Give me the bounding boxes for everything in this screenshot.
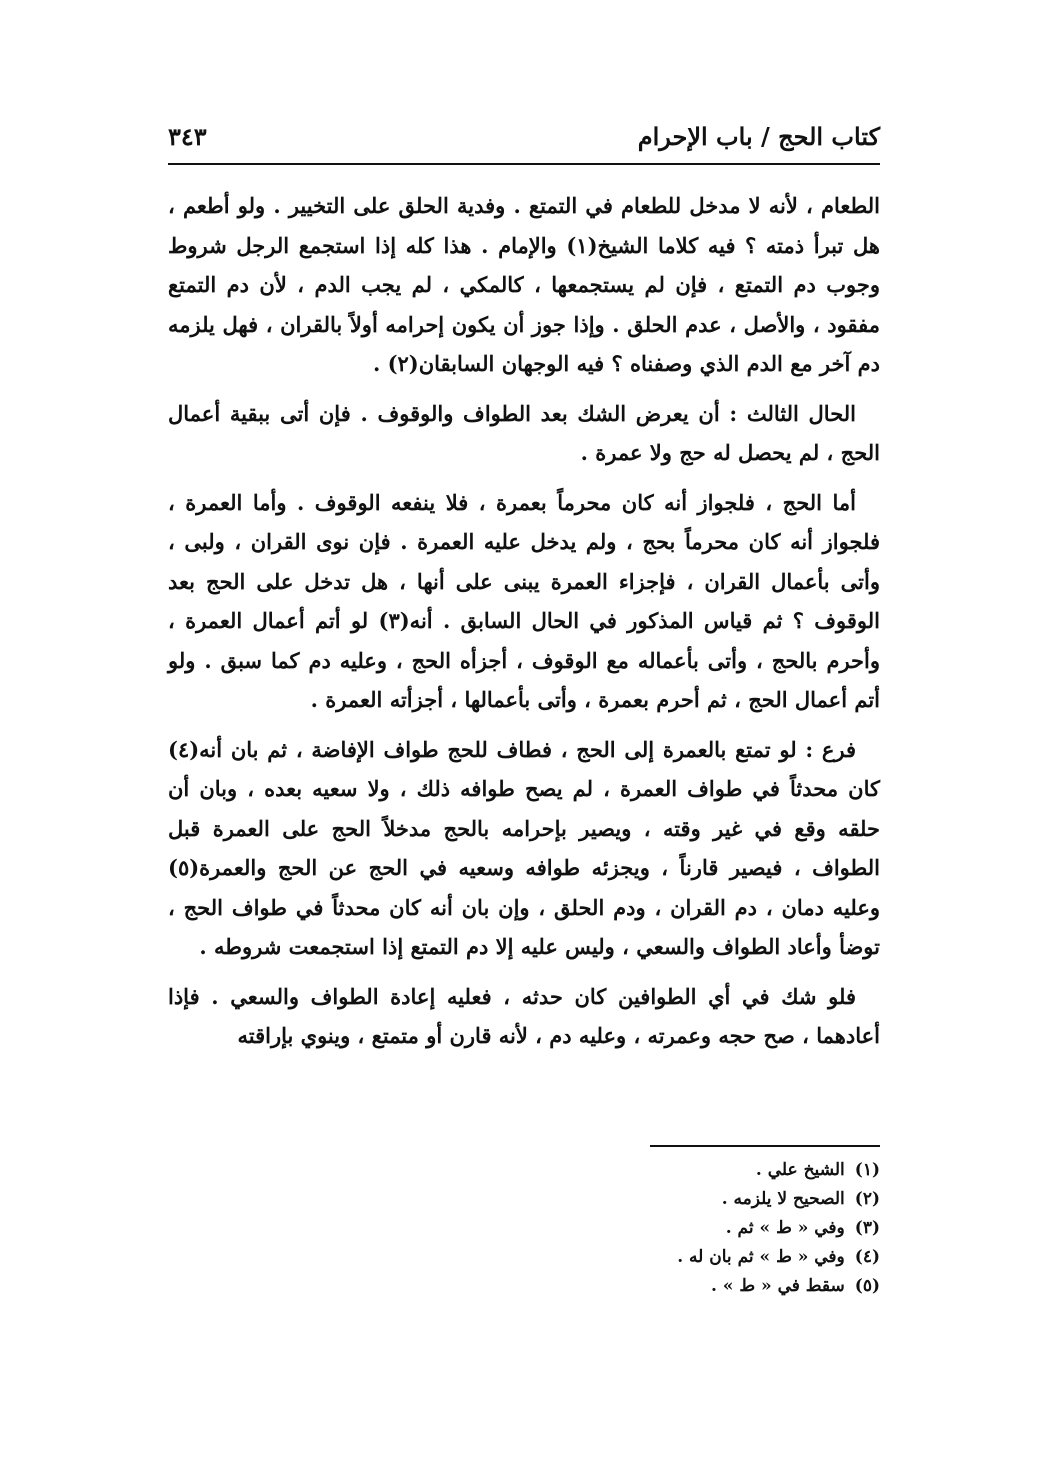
paragraph-2 [168, 394, 880, 473]
paragraph-4 [168, 730, 880, 967]
paragraph-1 [168, 186, 880, 384]
footnote-text: الصحيح لا يلزمه . [721, 1189, 845, 1209]
footnote-number: (٥) [854, 1276, 880, 1296]
paragraph-text: لو تمتع بالعمرة إلى الحج ، فطاف للحج طواف الإفاضة ، ثم بان أنه(٤) كان محدثاً في طواف العمرة ، لم يصح طوافه ذلك ، ولا سعيه بعده ، وبان أن حلقه وقع في غير وقته ، ويصير بإحرامه بالحج مدخلاً الحج على العمرة قبل الطواف ، فيصير قارناً ، ويجزئه طوافه وسعيه في الحج عن الحج والعمرة(٥) وعليه دمان ، دم القران ، ودم الحلق ، وإن بان أنه كان محدثاً في طواف الحج ، توضأ وأعاد الطواف والسعي ، وليس عليه إلا دم التمتع إذا استجمعت شروطه . [168, 736, 880, 959]
section-lead: فرع : [805, 736, 856, 762]
main-text [168, 186, 880, 1066]
paragraph-text: أما الحج ، فلجواز أنه كان محرماً بعمرة ، فلا ينفعه الوقوف . وأما العمرة ، فلجواز أنه كان محرماً بحج ، ولم يدخل عليه العمرة . فإن نوى القران ، ولبى ، وأتى بأعمال القران ، فإجزاء العمرة يبنى على أنها ، هل تدخل على الحج بعد الوقوف ؟ ثم قياس المذكور في الحال السابق . أنه(٣) لو أتم أعمال العمرة ، وأحرم بالحج ، وأتى بأعماله مع الوقوف ، أجزأه الحج ، وعليه دم كما سبق . ولو أتم أعمال الحج ، ثم أحرم بعمرة ، وأتى بأعمالها ، أجزأته العمرة . [168, 489, 880, 712]
footnote-number: (٢) [854, 1189, 880, 1209]
header-rule [168, 163, 880, 165]
running-title: كتاب الحج / باب الإحرام [637, 122, 880, 151]
paragraph-text: فلو شك في أي الطوافين كان حدثه ، فعليه إعادة الطواف والسعي . فإذا أعادهما ، صح حجه وعمرته ، وعليه دم ، لأنه قارن أو متمتع ، وينوي بإراقته [168, 983, 880, 1048]
footnote-text: الشيخ علي . [755, 1160, 845, 1180]
footnote-number: (١) [854, 1160, 880, 1180]
footnote-rule [650, 1145, 880, 1147]
paragraph-3 [168, 483, 880, 720]
page-number: ٣٤٣ [168, 122, 207, 151]
footnote-item [600, 1243, 880, 1272]
paragraph-text: الحال الثالث : أن يعرض الشك بعد الطواف والوقوف . فإن أتى ببقية أعمال الحج ، لم يحصل له حج ولا عمرة . [168, 400, 880, 465]
footnote-text: سقط في « ط » . [711, 1276, 845, 1296]
footnotes [600, 1156, 880, 1301]
paragraph-text: الطعام ، لأنه لا مدخل للطعام في التمتع . وفدية الحلق على التخيير . ولو أطعم ، هل تبرأ ذمته ؟ فيه كلاما الشيخ(١) والإمام . هذا كله إذا استجمع الرجل شروط وجوب دم التمتع ، فإن لم يستجمعها ، كالمكي ، لم يجب الدم ، لأن دم التمتع مفقود ، والأصل ، عدم الحلق . وإذا جوز أن يكون إحرامه أولاً بالقران ، فهل يلزمه دم آخر مع الدم الذي وصفناه ؟ فيه الوجهان السابقان(٢) . [168, 193, 880, 376]
footnote-item [600, 1272, 880, 1301]
footnote-item [600, 1156, 880, 1185]
footnote-number: (٣) [854, 1218, 880, 1238]
footnote-item [600, 1214, 880, 1243]
footnote-text: وفي « ط » ثم . [725, 1218, 845, 1238]
footnote-text: وفي « ط » ثم بان له . [677, 1247, 845, 1267]
footnote-number: (٤) [854, 1247, 880, 1267]
page-header [168, 120, 880, 164]
footnote-item [600, 1185, 880, 1214]
paragraph-5 [168, 977, 880, 1056]
